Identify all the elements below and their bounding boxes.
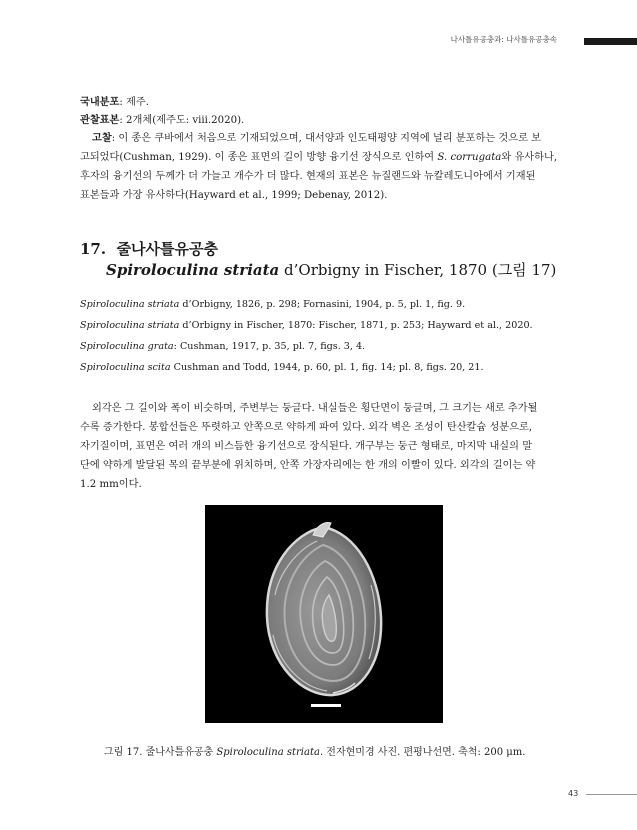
remarks-line-2 [80, 149, 570, 167]
description-line-3: 자기질이며, 표면은 여러 개의 비스듬한 융기선으로 장식된다. 개구부는 둥근 형태로, 마지막 내실의 말 [80, 441, 533, 452]
figure-caption [104, 743, 525, 758]
synonym-ref: d’Orbigny, 1826, p. 298; Fornasini, 1904, p. 5, pl. 1, fig. 9. [179, 299, 466, 310]
remarks-text-1: : 이 종은 쿠바에서 처음으로 기재되었으며, 대서양과 인도태평양 지역에 널리 분포하는 것으로 보 [111, 133, 542, 144]
distribution-text: : 제주. [119, 97, 149, 108]
running-header [0, 34, 637, 48]
sem-photograph [205, 505, 443, 723]
remarks-line-1 [92, 130, 582, 148]
running-title: 나사틀유공충과: 나사틀유공충속 [450, 35, 557, 44]
remarks-text-2b: 와 유사하나, [501, 152, 558, 163]
description-line-2: 수록 증가한다. 봉합선들은 뚜렷하고 안쪽으로 약하게 파여 있다. 외각 벽은 조성이 탄산칼슘 성분으로, [80, 422, 533, 433]
specimens-line [80, 112, 570, 130]
species-number: 17. [80, 240, 107, 258]
synonym-ref: Cushman and Todd, 1944, p. 60, pl. 1, fig. 14; pl. 8, figs. 20, 21. [170, 362, 484, 373]
synonymy-entry [80, 341, 365, 352]
synonym-name: Spiroloculina striata [80, 299, 180, 310]
synonym-ref: : Cushman, 1917, p. 35, pl. 7, figs. 3, 4. [173, 341, 366, 352]
remarks-text-2a: 고되었다(Cushman, 1929). 이 종은 표면의 길이 방향 융기선 장식으로 인하여 [80, 152, 438, 163]
synonymy-entry [80, 299, 465, 310]
remarks-label: 고찰 [92, 133, 112, 144]
page-number: 43 [568, 789, 579, 798]
synonym-ref: d’Orbigny in Fischer, 1870: Fischer, 1871, p. 253; Hayward et al., 2020. [179, 320, 533, 331]
page-number-rule [586, 794, 637, 795]
header-bar [584, 38, 637, 45]
description-line-4: 단에 약하게 발달된 목의 끝부분에 위치하며, 안쪽 가장자리에는 한 개의 이빨이 있다. 외각의 길이는 약 [80, 460, 536, 471]
species-author: d’Orbigny in Fischer, 1870 (그림 17) [279, 261, 557, 279]
species-heading [80, 238, 218, 259]
description-line-1: 외각은 그 길이와 폭이 비슷하며, 주변부는 둥글다. 내실들은 횡단면이 둥글며, 그 크기는 새로 추가될 [92, 403, 538, 414]
synonym-name: Spiroloculina grata [80, 341, 174, 352]
synonymy-entry [80, 320, 533, 331]
species-sci-name: Spiroloculina striata [106, 261, 280, 279]
species-korean-name: 줄나사틀유공충 [116, 240, 218, 258]
remarks-line-3: 후자의 융기선의 두께가 더 가늘고 개수가 더 많다. 현재의 표본은 뉴질랜드와 뉴칼레도니아에서 기재된 [80, 171, 536, 182]
synonym-name: Spiroloculina scita [80, 362, 171, 373]
scale-bar [311, 704, 341, 707]
synonym-name: Spiroloculina striata [80, 320, 180, 331]
specimens-label: 관찰표본 [80, 115, 120, 126]
foraminifera-sem-image [205, 505, 443, 723]
caption-prefix: 그림 17. 줄나사틀유공충 [104, 747, 217, 758]
synonymy-entry [80, 362, 484, 373]
distribution-label: 국내분포 [80, 97, 120, 108]
remarks-line-4: 표본들과 가장 유사하다(Hayward et al., 1999; Debenay, 2012). [80, 190, 388, 201]
specimens-text: : 2개체(제주도: viii.2020). [119, 115, 245, 126]
distribution-line [80, 94, 570, 112]
species-scientific-heading [106, 259, 556, 280]
remarks-species: S. corrugata [437, 152, 502, 163]
caption-species: Spiroloculina striata [216, 747, 320, 758]
caption-suffix: . 전자현미경 사진. 편평나선면. 축척: 200 μm. [319, 747, 526, 758]
description-line-5: 1.2 mm이다. [80, 479, 142, 490]
